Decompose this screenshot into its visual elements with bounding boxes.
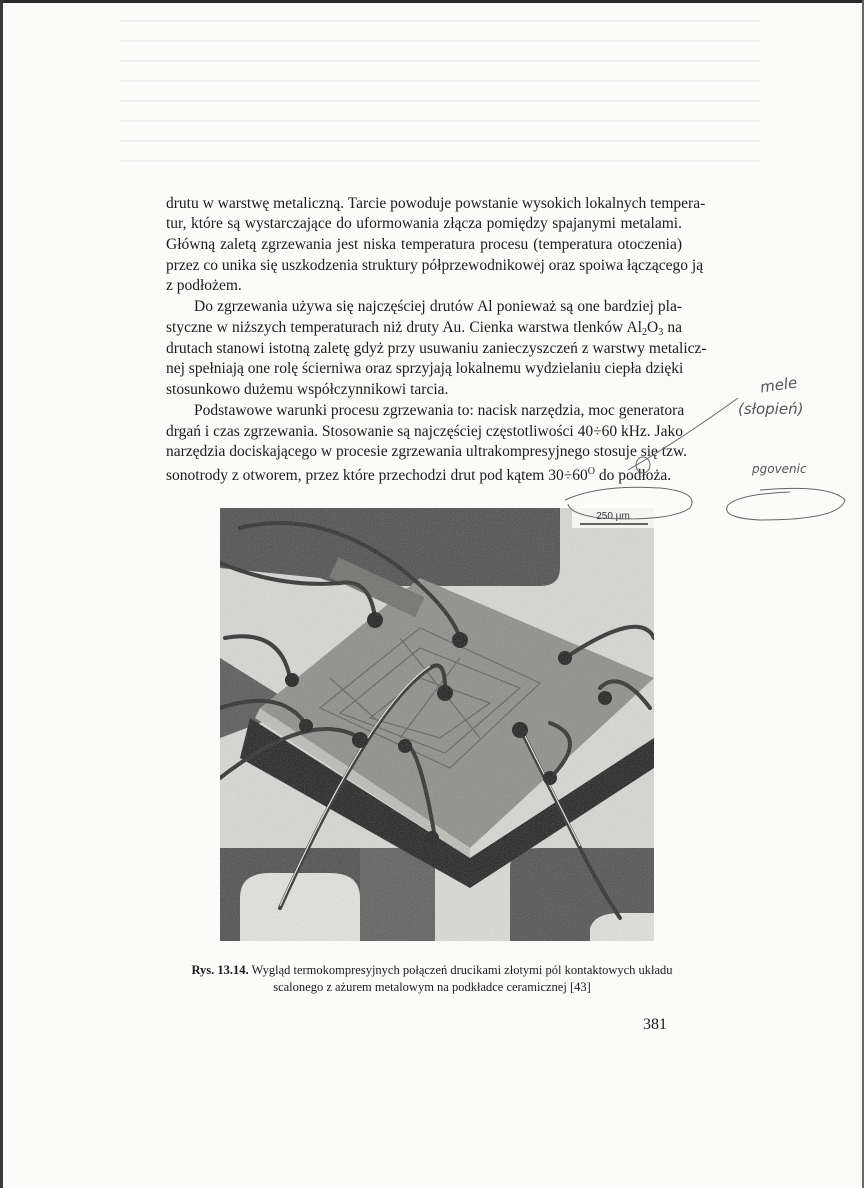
handwritten-note: (słopień): [738, 400, 804, 418]
caption-label: Rys. 13.14.: [191, 963, 249, 977]
text-line: narzędzia dociskającego w procesie zgrzewania ultrakompresyjnego stosuje się tzw.: [166, 443, 688, 460]
text-line: stosunkowo dużemu współczynnikowi tarcia.: [166, 381, 449, 398]
annotation-pointer-line: [628, 398, 738, 470]
figure-caption: Rys. 13.14. Wygląd termokompresyjnych połączeń drucikami złotymi pól kontaktowych układu scalonego z ażurem metalowym na podkładce ceramicznej [43]: [191, 963, 673, 994]
text-line: styczne w niższych temperaturach niż druty Au. Cienka warstwa tlenków $Al_2O_3$ na: [166, 319, 682, 338]
text-line: Podstawowe warunki procesu zgrzewania to: nacisk narzędzia, moc generatora: [194, 402, 685, 419]
handwritten-note: mele: [758, 373, 799, 397]
scale-bar-label: 250 μm: [596, 511, 630, 522]
text-line: Do zgrzewania używa się najczęściej drutów Al ponieważ są one bardziej pla-: [194, 298, 682, 315]
text-line: z podłożem.: [166, 277, 242, 294]
handwritten-note: pgovenic: [752, 462, 807, 476]
annotation-oval-scale: [565, 487, 692, 519]
annotation-oval-margin: [727, 488, 845, 520]
text-line: tur, które są wystarczające do uformowania złącza pomiędzy spajanymi metalami.: [166, 215, 682, 232]
text-line: drutu w warstwę metaliczną. Tarcie powoduje powstanie wysokich lokalnych tempera-: [166, 195, 706, 212]
annotation-circle-degree: [636, 457, 650, 473]
text-line: sonotrody z otworem, przez które przechodzi drut pod kątem $30\div 60^O$ do podłoża.: [166, 466, 672, 485]
text-line: drutach stanowi istotną zaletę gdyż przy usuwaniu zanieczyszczeń z warstwy metalicz-: [166, 340, 707, 357]
text-line: przez co unika się uszkodzenia struktury półprzewodnikowej oraz spoiwa łączącego ją: [166, 257, 704, 274]
text-line: Główną zaletą zgrzewania jest niska temperatura procesu (temperatura otoczenia): [166, 236, 682, 253]
page-number: 381: [643, 1016, 667, 1033]
text-line: nej spełniają one rolę ścierniwa oraz sprzyjają lokalnemu wydzielaniu ciepła dzięki: [166, 360, 684, 377]
text-line: drgań i czas zgrzewania. Stosowanie są najczęściej częstotliwości 40÷60 kHz. Jako: [166, 423, 683, 440]
